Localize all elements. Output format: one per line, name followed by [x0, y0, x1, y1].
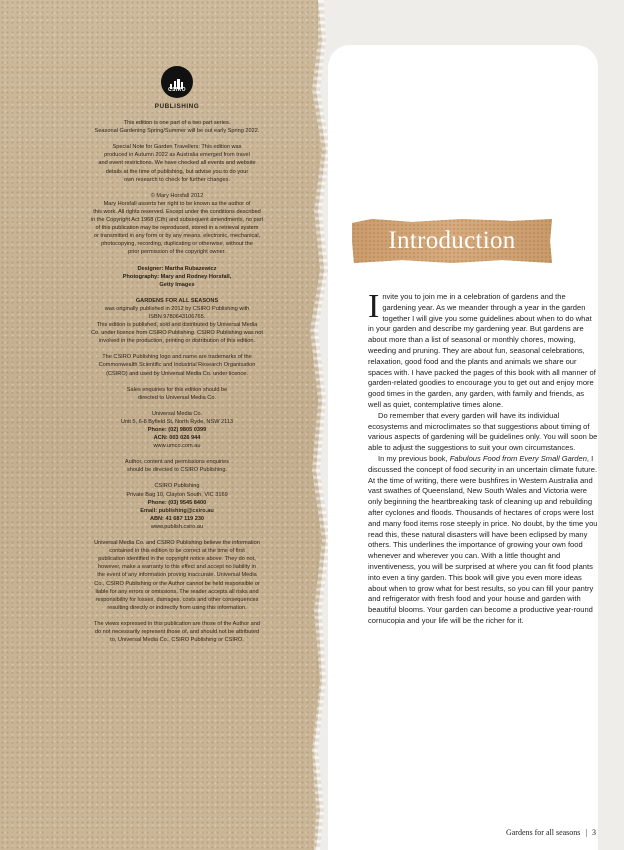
publication-history — [48, 297, 306, 346]
text-line: directed to Universal Media Co. — [137, 394, 217, 401]
text-line: www.publish.csiro.au — [150, 523, 204, 530]
text-line: the event of any information proving inaccurate. Universal Media — [97, 572, 257, 579]
running-title: Gardens for all seasons — [505, 828, 581, 837]
text-line: Universal Media Co. — [151, 410, 203, 417]
text-line: This edition is one part of a two part series. — [123, 120, 231, 127]
text-line: Unit 5, 6-8 Byfield St, North Ryde, NSW 2113 — [120, 418, 234, 425]
text-line: Sales enquiries for this edition should be — [126, 386, 228, 393]
text-line: liable for any errors or omissions. The reader accepts all risks and — [95, 588, 259, 595]
copyright-notice — [48, 192, 306, 257]
text-line: prior permission of the copyright owner. — [128, 249, 226, 256]
paragraph-text: nvite you to join me in a celebration of gardens and the gardening year. As we meander through a year in the garden together I will give you some guidelines about when to do what in your garden and describe my gardening year. But gardens are about more than a list of seasonal or monthly chores, mowing, weeding and pruning. They are about fun, seasonal celebrations, relaxation, good food and the plants and animals we share our spaces with. I have packed the pages of this book with all manner of garden-related goodies to encourage you to get out and enjoy more good times in the garden, any garden, with family and friends, as well as quiet, contemplative times alone. — [368, 292, 596, 409]
paragraph-text: , I discussed the concept of food security in an uncertain climate future. At the time of writing, there were bushfires in Western Australia and vast swathes of Queensland, New South Wales and Victoria were only beginning the heartbreaking task of cleaning up and rebuilding after cyclones and floods. Thousands of hectares of crops were lost and many food items rose steeply in price. No doubt, by the time you read this, these natural disasters will have been eclipsed by many others. This underlines the importance of growing your own food whenever and wherever you can. With a little thought and inventiveness, you will be surprised at where you can fit food plants into even a tiny garden. This book will give you even more ideas about when to grow what for best results, so you can fill your pantry and refrigerator with fresh food and your house and garden with beautiful blooms. Your garden can become a productive year-round cornucopia and your life will be the richer for it. — [368, 453, 598, 625]
footer-separator: | — [585, 828, 587, 837]
text-line: in the Copyright Act 1968 (Cth) and subsequent amendments, no part — [90, 217, 264, 224]
text-line: www.umco.com.au — [153, 443, 201, 450]
text-line: Co., CSIRO Publishing or the Author cannot be held responsible or — [94, 580, 260, 587]
text-line: resulting directly or indirectly from using this information. — [107, 604, 247, 611]
drop-cap: I — [368, 288, 380, 325]
author-enquiries — [48, 458, 306, 474]
text-line: publication identified in the copyright notice above. They do not, — [98, 556, 256, 563]
text-line: Commonwealth Scientific and Industrial Research Organisation — [98, 362, 256, 369]
text-line: Phone: (02) 9805 0399 — [147, 427, 207, 433]
text-line: Co. under licence from CSIRO Publishing. CSIRO Publishing was not — [91, 330, 263, 337]
chapter-title: Introduction — [388, 227, 516, 254]
text-line: own research to check for further changes. — [123, 176, 231, 183]
text-line: photocopying, recording, duplicating or otherwise, without the — [101, 241, 253, 248]
text-line: ISBN 9780643106765. — [148, 313, 206, 320]
text-line: responsibility for losses, damages, costs and other consequences — [95, 596, 259, 603]
text-line: Seasonal Gardening Spring/Summer will be out early Spring 2022. — [94, 128, 260, 135]
text-line: © Mary Horsfall 2012 — [150, 192, 204, 199]
page-number: 3 — [592, 828, 596, 837]
text-line: details at the time of publishing, but advise you to do your — [105, 168, 249, 175]
imprint-column — [48, 66, 306, 652]
photography-credit: Photography: Mary and Rodney Horsfall, — [122, 273, 232, 280]
universal-media-address — [48, 410, 306, 450]
text-line: to, Universal Media Co., CSIRO Publishing or CSIRO. — [110, 637, 244, 644]
logo-text: CSIRO — [168, 87, 186, 93]
sales-enquiries — [48, 386, 306, 402]
csiro-logo-icon — [161, 66, 193, 98]
book-title-heading: GARDENS FOR ALL SEASONS — [135, 297, 219, 304]
text-line: This edition is published, sold and distributed by Universal Media — [96, 322, 258, 329]
text-line: The CSIRO Publishing logo and name are trademarks of the — [102, 354, 252, 361]
text-line: Private Bag 10, Clayton South, VIC 3169 — [126, 491, 228, 498]
text-line: should be directed to CSIRO Publishing. — [126, 467, 228, 474]
paragraph-2: Do remember that every garden will have its individual ecosystems and microclimates so that suggestions about timing of various aspects of gardening will be guidelines only. You will soon be able to adjust the suggestions to suit your own circumstances. — [368, 410, 598, 453]
paragraph-1 — [368, 288, 598, 411]
text-line: do not necessarily represent those of, and should not be attributed — [94, 628, 260, 635]
text-line: produced in Autumn 2022 as Australia emerged from travel — [104, 152, 250, 159]
paragraph-text: In my previous book, — [378, 453, 450, 463]
text-line: Email: publishing@csiro.au — [140, 507, 214, 514]
text-line: Mary Horsfall asserts her right to be known as the author of — [103, 200, 251, 207]
text-line: (CSIRO) and used by Universal Media Co. under licence. — [106, 370, 248, 377]
designer-credit: Designer: Martha Rubazewicz — [137, 265, 217, 272]
text-line: CSIRO Publishing — [154, 483, 200, 490]
text-line: this work. All rights reserved. Except under the conditions described — [93, 208, 261, 215]
csiro-address — [48, 482, 306, 531]
text-line: ACN: 003 026 944 — [153, 435, 201, 442]
text-line: was originally published in 2012 by CSIRO Publishing with — [104, 305, 250, 312]
text-line: Special Note for Garden Travellers: This edition was — [112, 144, 242, 151]
text-line: Phone: (03) 9545 8400 — [147, 499, 207, 506]
edition-note — [48, 119, 306, 135]
text-line: of this publication may be reproduced, stored in a retrieval system — [95, 225, 259, 232]
paragraph-3 — [368, 454, 598, 627]
text-line: and event restrictions. We have checked all events and website — [98, 160, 256, 167]
text-line: Universal Media Co. and CSIRO Publishing believe the information — [94, 540, 260, 547]
text-line: The views expressed in this publication are those of the Author and — [93, 620, 261, 627]
photography-credit: Getty Images — [159, 281, 195, 288]
introduction-body — [368, 288, 598, 627]
text-line: involved in the production, printing or distribution of this edition. — [98, 338, 256, 345]
special-note — [48, 143, 306, 183]
page-footer — [506, 828, 596, 837]
text-line: however, make a warranty to this effect and accept no liability in — [98, 564, 256, 571]
text-line: Author, content and permissions enquiries — [124, 459, 230, 466]
book-title: Fabulous Food from Every Small Garden — [449, 453, 587, 463]
disclaimer — [48, 539, 306, 612]
views-notice — [48, 620, 306, 644]
credits — [48, 265, 306, 289]
text-line: contained in this edition to be correct at the time of first — [109, 548, 245, 555]
text-line: or transmitted in any form or by any means, electronic, mechanical, — [93, 233, 261, 240]
trademark-notice — [48, 353, 306, 377]
text-line: ABN: 41 687 119 230 — [149, 515, 205, 522]
publisher-label: PUBLISHING — [154, 103, 200, 110]
